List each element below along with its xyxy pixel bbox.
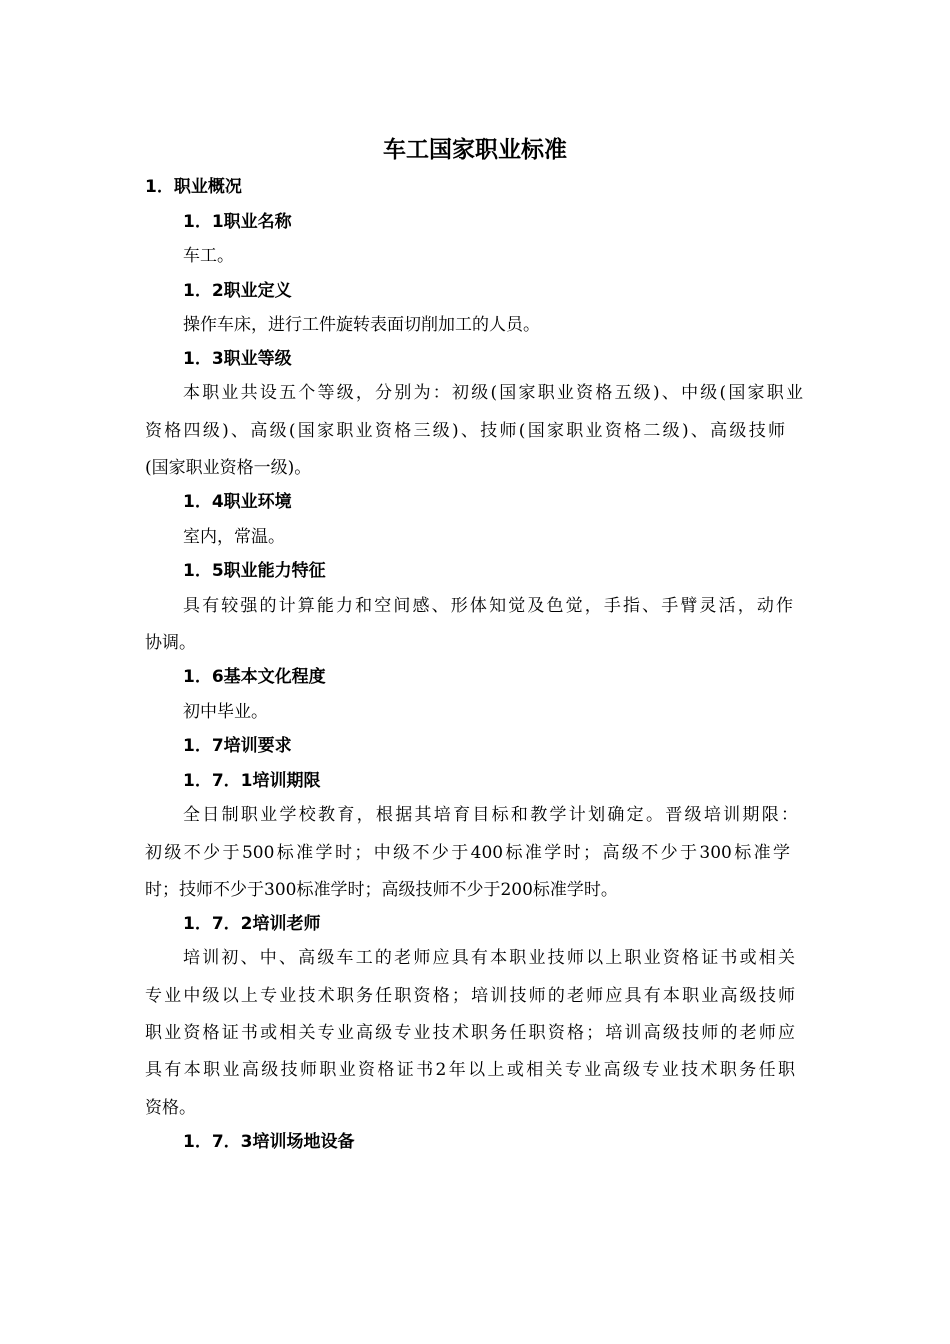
paragraph-line: 资格四级)、高级(国家职业资格三级)、技师(国家职业资格二级)、高级技师 (145, 421, 785, 441)
paragraph-line: 职业资格证书或相关专业高级专业技术职务任职资格；培训高级技师的老师应 (145, 1023, 795, 1043)
section-heading-1-7-1: 1．7．1培训期限 (183, 771, 321, 791)
paragraph-line: 车工。 (183, 246, 234, 266)
paragraph-line: 专业中级以上专业技术职务任职资格；培训技师的老师应具有本职业高级技师 (145, 986, 795, 1006)
paragraph-line: 培训初、中、高级车工的老师应具有本职业技师以上职业资格证书或相关 (183, 948, 795, 968)
paragraph-line: 具有本职业高级技师职业资格证书2年以上或相关专业高级专业技术职务任职 (145, 1060, 795, 1080)
paragraph-line: 本职业共设五个等级，分别为：初级(国家职业资格五级)、中级(国家职业 (183, 383, 803, 403)
paragraph-line: 资格。 (145, 1098, 196, 1118)
section-heading-1-7-3: 1．7．3培训场地设备 (183, 1132, 355, 1152)
section-heading-1-1: 1．1职业名称 (183, 212, 292, 232)
document-title: 车工国家职业标准 (383, 137, 567, 163)
paragraph-line: 时；技师不少于300标准学时；高级技师不少于200标准学时。 (145, 880, 618, 900)
paragraph-line: (国家职业资格一级)。 (145, 458, 312, 478)
paragraph-line: 操作车床，进行工件旋转表面切削加工的人员。 (183, 315, 540, 335)
section-heading-1: 1．职业概况 (145, 177, 242, 197)
section-heading-1-3: 1．3职业等级 (183, 349, 292, 369)
paragraph-line: 初中毕业。 (183, 702, 268, 722)
paragraph-line: 协调。 (145, 633, 196, 653)
section-heading-1-2: 1．2职业定义 (183, 281, 292, 301)
section-heading-1-4: 1．4职业环境 (183, 492, 292, 512)
paragraph-line: 初级不少于500标准学时；中级不少于400标准学时；高级不少于300标准学 (145, 843, 790, 863)
section-heading-1-5: 1．5职业能力特征 (183, 561, 326, 581)
section-heading-1-7-2: 1．7．2培训老师 (183, 914, 321, 934)
paragraph-line: 全日制职业学校教育，根据其培育目标和教学计划确定。晋级培训期限： (183, 805, 798, 825)
section-heading-1-6: 1．6基本文化程度 (183, 667, 326, 687)
paragraph-line: 具有较强的计算能力和空间感、形体知觉及色觉，手指、手臂灵活，动作 (183, 596, 793, 616)
paragraph-line: 室内，常温。 (183, 527, 285, 547)
section-heading-1-7: 1．7培训要求 (183, 736, 292, 756)
